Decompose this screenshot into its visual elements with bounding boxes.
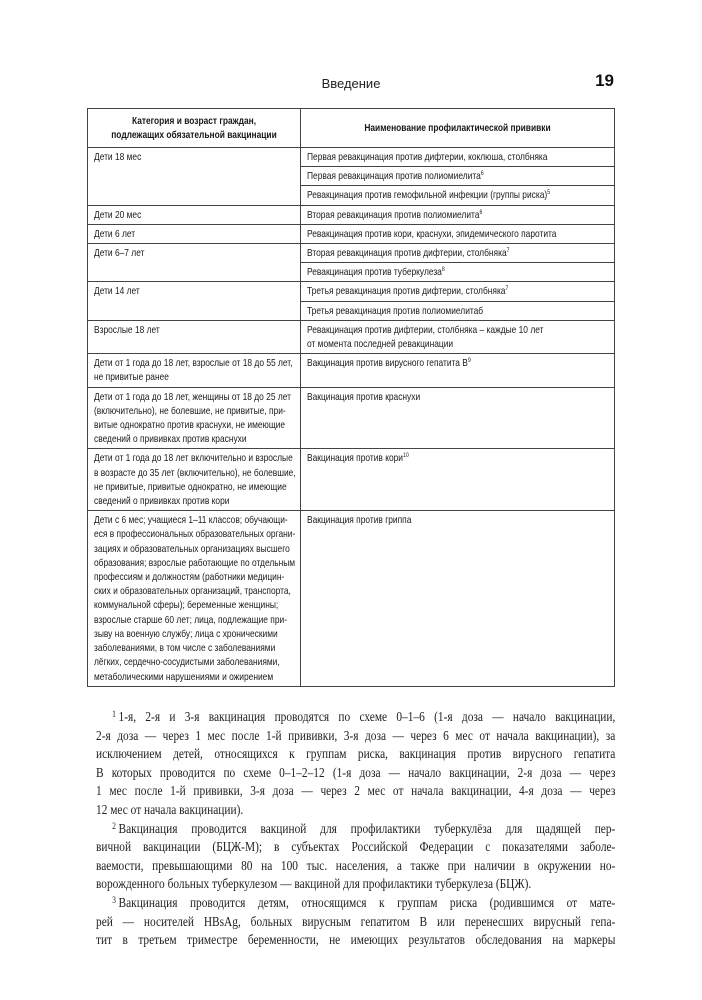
vaccination-cell: [301, 449, 615, 511]
vaccination-cell: [301, 354, 615, 387]
footnote-ref: 10: [403, 452, 409, 460]
vaccination-content: [307, 513, 608, 527]
table-row: [88, 320, 615, 353]
footnote-text: 12 мес от начала вакцинации).: [96, 801, 244, 817]
vaccination-content: [307, 451, 608, 465]
column-header-category: [88, 109, 301, 148]
vaccination-cell: [301, 387, 615, 449]
vaccination-content: [307, 208, 608, 222]
footnote-text: Вакцинация проводится вакциной для профилактики туберкулёза для щадящей пер-: [118, 820, 616, 836]
footnote-line: [96, 708, 615, 727]
footnote-mark: 1: [112, 709, 116, 719]
vaccination-content: [307, 227, 608, 241]
footnote-mark: 2: [112, 820, 116, 831]
category-text: Дети 18 мес: [94, 151, 142, 163]
category-text: Дети 6–7 лет: [94, 247, 145, 260]
table-row: [88, 387, 615, 449]
vaccination-text: Вторая ревакцинация против полиомиелита: [307, 208, 480, 221]
category-text: Дети 6 лет: [94, 227, 136, 240]
vaccination-content: [307, 246, 608, 260]
column-header-vaccination: [301, 109, 615, 148]
footnote-line: [96, 894, 615, 913]
table-row: [88, 205, 615, 224]
vaccination-content: [307, 323, 608, 351]
footnote-text: 1 мес после 1-й прививки, 3-я доза — через 2 мес от начала вакцинации, 4-я доза — через: [96, 783, 616, 799]
footnote-line: [96, 801, 615, 820]
category-cell: [88, 224, 301, 243]
footnote-ref: 5: [547, 189, 551, 197]
category-text: Взрослые 18 лет: [94, 323, 160, 336]
category-cell: [88, 387, 301, 449]
footnote-line: [96, 931, 615, 950]
vaccination-text: Вакцинация против краснухи: [307, 390, 421, 403]
vaccination-text: Первая ревакцинация против полиомиелита: [307, 170, 481, 183]
footnote-text: тит в третьем триместре беременности, не имеющих результатов обследования на маркеры: [96, 932, 616, 948]
footnote-line: [96, 913, 615, 932]
footnote-text: ваемости, превышающими 80 на 100 тыс. населения, а также при наличии в окружении но-: [96, 857, 616, 873]
footnote-text: вичной вакцинации (БЦЖ-М); в субъектах Российской Федерации с показателями заболе-: [96, 839, 616, 855]
footnote-line: [96, 764, 615, 783]
page-number: 19: [595, 71, 614, 90]
category-cell: [88, 354, 301, 387]
vaccination-content: [307, 265, 608, 279]
category-text: Дети от 1 года до 18 лет, взрослые от 18 до 55 лет, не привитые ранее: [94, 357, 293, 384]
footnote-ref: 7: [505, 285, 509, 293]
footnote-line: [96, 857, 615, 876]
vaccination-cell: [301, 205, 615, 224]
footnote-ref: 9: [467, 357, 471, 365]
vaccination-text: Ревакцинация против туберкулеза: [307, 266, 442, 279]
vaccination-cell: [301, 282, 615, 301]
column-header-vaccination-text: Наименование профилактической прививки: [364, 121, 551, 134]
category-text: Дети от 1 года до 18 лет, женщины от 18 до 25 лет (включительно), не болевшие, не привитые, при- витые однократно против краснухи, не имеющие сведений о прививках против краснухи: [94, 390, 291, 446]
table-header-row: [88, 109, 615, 148]
vaccination-cell: [301, 320, 615, 353]
vaccination-content: [307, 284, 608, 298]
vaccination-cell: [301, 186, 615, 205]
footnote-line: [96, 820, 615, 839]
vaccination-text: Первая ревакцинация против дифтерии, коклюша, столбняка: [307, 151, 548, 163]
vaccination-content: [307, 304, 608, 318]
vaccination-content: [307, 150, 608, 164]
footnote-text: 2-я доза — через 1 мес после 1-й прививки, 3-я доза — через 6 мес от начала вакцинации), за: [96, 727, 616, 743]
footnote-line: [96, 782, 615, 801]
footnote-line: [96, 745, 615, 764]
column-header-category-text: Категория и возраст граждан, подлежащих обязательной вакцинации: [111, 114, 277, 141]
category-cell: [88, 205, 301, 224]
table-row: [88, 244, 615, 263]
table-row: [88, 282, 615, 301]
vaccination-text: Вакцинация против вирусного гепатита В: [307, 357, 468, 370]
footnote-text: В которых проводится по схеме 0–1–2–12 (1-я доза — начало вакцинации, 2-я доза — через: [96, 764, 616, 780]
category-cell: [88, 511, 301, 686]
footnote-text: ворожденного больных туберкулезом — вакциной для профилактики туберкулеза (БЦЖ).: [96, 876, 532, 892]
footnote-line: [96, 875, 615, 894]
category-cell: [88, 244, 301, 282]
table-row: [88, 148, 615, 167]
vaccination-schedule-table: [87, 108, 615, 687]
category-cell: [88, 320, 301, 353]
category-text: Дети 20 мес: [94, 208, 142, 221]
category-text: Дети 14 лет: [94, 285, 140, 298]
category-cell: [88, 449, 301, 511]
category-cell: [88, 148, 301, 206]
vaccination-cell: [301, 244, 615, 263]
footnote-ref: 7: [506, 247, 510, 255]
vaccination-text: Третья ревакцинация против полиомиелитаб: [307, 304, 484, 317]
footnote-ref: 8: [441, 266, 445, 274]
table-row: [88, 224, 615, 243]
footnote-ref: 6: [479, 208, 483, 216]
running-header-title: Введение: [321, 76, 381, 91]
vaccination-content: [307, 356, 608, 370]
vaccination-content: [307, 169, 608, 183]
vaccination-content: [307, 188, 608, 202]
footnote-line: [96, 838, 615, 857]
footnote-text: 1-я, 2-я и 3-я вакцинация проводятся по схеме 0–1–6 (1-я доза — начало вакцинации,: [118, 709, 616, 724]
vaccination-content: [307, 390, 608, 404]
vaccination-text: Вакцинация против кори: [307, 452, 403, 465]
table-row: [88, 511, 615, 686]
table-row: [88, 449, 615, 511]
footnotes: [96, 708, 615, 950]
vaccination-cell: [301, 511, 615, 686]
vaccination-cell: [301, 263, 615, 282]
footnote-text: Вакцинация проводится детям, относящимся к группам риска (родившимся от мате-: [118, 894, 616, 910]
vaccination-cell: [301, 301, 615, 320]
vaccination-text: Ревакцинация против кори, краснухи, эпидемического паротита: [307, 227, 557, 240]
vaccination-cell: [301, 167, 615, 186]
vaccination-text: Ревакцинация против гемофильной инфекции (группы риска): [307, 189, 548, 202]
category-cell: [88, 282, 301, 320]
footnote-text: рей — носителей HBsAg, больных вирусным гепатитом В или перенесших вирусный гепа-: [96, 913, 616, 929]
vaccination-cell: [301, 224, 615, 243]
category-text: Дети от 1 года до 18 лет включительно и взрослые в возрасте до 35 лет (включительно), не болевшие, не привитые, привитые однократно, не имеющие сведений о прививках против кори: [94, 452, 296, 508]
footnote-text: исключением детей, относящихся к группам риска, вакцинация против вирусного гепатита: [96, 746, 616, 762]
vaccination-text: Третья ревакцинация против дифтерии, столбняка: [307, 285, 506, 298]
vaccination-cell: [301, 148, 615, 167]
table-row: [88, 354, 615, 387]
footnote-ref: 6: [480, 170, 484, 178]
vaccination-text: Ревакцинация против дифтерии, столбняка – каждые 10 лет от момента последней ревакцинации: [307, 323, 544, 351]
footnote-line: [96, 727, 615, 746]
vaccination-text: Вторая ревакцинация против дифтерии, столбняка: [307, 247, 507, 260]
category-text: Дети с 6 мес; учащиеся 1–11 классов; обучающи- еся в профессиональных образовательных органи- зациях и образовательных организациях высшего образования; взрослые работающие по отдельным профессиям и должностям (работники медицин- ских и образовательных организаций, транспорта, коммунальной сферы); беременные женщины; взрослые старше 60 лет; лица, подлежащие при- зыву на военную службу; лица с хроническими заболеваниями, в том числе с заболеваниями лёгких, сердечно-сосудистыми заболеваниями, метаболическими нарушениями и ожирением: [94, 514, 296, 683]
vaccination-text: Вакцинация против гриппа: [307, 514, 412, 527]
footnote-mark: 3: [112, 894, 116, 905]
